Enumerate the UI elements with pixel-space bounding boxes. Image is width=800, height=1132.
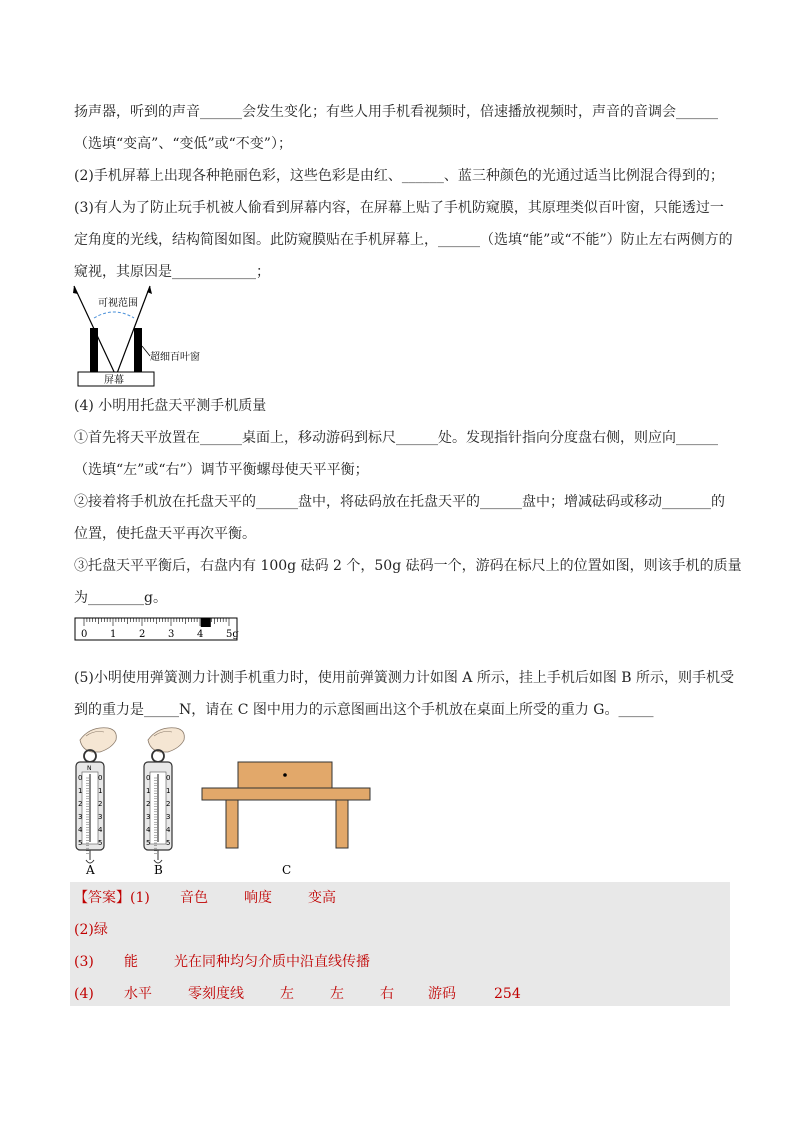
- text-line-13: 为________g。: [74, 590, 167, 606]
- text-line-8: ①首先将天平放置在______桌面上，移动游码到标尺______处。发现指针指向分度盘右侧，则应向______: [74, 430, 718, 446]
- ruler-tick-label: 4: [197, 629, 204, 640]
- text-line-14: (5)小明使用弹簧测力计测手机重力时，使用前弹簧测力计如图 A 所示，挂上手机后如图 B 所示，则手机受: [74, 670, 735, 686]
- scale-number: 3: [166, 813, 171, 821]
- hand-b-icon: [148, 728, 184, 752]
- text-line-1: 扬声器，听到的声音______会发生变化；有些人用手机看视频时，倍速播放视频时，声音的音调会______: [74, 104, 718, 120]
- scale-number: 3: [146, 813, 151, 821]
- balance-ruler-figure: [74, 616, 244, 644]
- answer-row-4: [74, 984, 714, 1004]
- louver-label: 超细百叶窗: [150, 352, 200, 363]
- scale-number: 2: [98, 800, 103, 808]
- scale-number: 5: [166, 839, 171, 847]
- scale-number: 1: [166, 787, 171, 795]
- text-line-3: (2)手机屏幕上出现各种艳丽色彩，这些色彩是由红、______、蓝三种颜色的光通过适当比例混合得到的；: [74, 168, 724, 184]
- screen-label: 屏幕: [104, 375, 124, 386]
- spring-scale-a: [76, 750, 104, 863]
- figure-label-b: B: [154, 863, 163, 877]
- scale-number: 2: [78, 800, 83, 808]
- visible-range-label: 可视范围: [98, 298, 138, 309]
- ruler-tick-label: 1: [110, 629, 117, 640]
- ruler-rider: [201, 618, 211, 627]
- spring-scale-b: [144, 750, 172, 863]
- answer-row-3: [74, 952, 674, 972]
- text-line-5: 定角度的光线，结构简图如图。此防窥膜贴在手机屏幕上，______（选填“能”或“不能”）防止左右两侧方的: [74, 232, 733, 248]
- text-line-12: ③托盘天平平衡后，右盘内有 100g 砝码 2 个，50g 砝码一个，游码在标尺上的位置如图，则该手机的质量: [74, 558, 742, 574]
- answer-item: 光在同种均匀介质中沿直线传播: [174, 954, 370, 970]
- answer-prefix-2: (2)绿: [74, 922, 108, 938]
- ruler-tick-label: 0: [81, 629, 88, 640]
- scale-number: 0: [98, 774, 103, 782]
- scale-number: 5: [146, 839, 151, 847]
- scale-number: 1: [98, 787, 103, 795]
- scale-number: 5: [98, 839, 103, 847]
- answer-item: 音色: [180, 890, 208, 906]
- text-line-6: 窥视，其原因是____________；: [74, 264, 270, 280]
- answer-item: 右: [380, 986, 394, 1002]
- text-line-4: (3)有人为了防止玩手机被人偷看到屏幕内容，在屏幕上贴了手机防窥膜，其原理类似百叶窗，只能透过一: [74, 200, 724, 216]
- scale-number: 2: [166, 800, 171, 808]
- scale-number: 1: [146, 787, 151, 795]
- svg-text:N: N: [87, 765, 92, 772]
- scale-number: 4: [98, 826, 103, 834]
- table-c: [202, 762, 370, 848]
- text-line-10: ②接着将手机放在托盘天平的______盘中，将砝码放在托盘天平的______盘中；增减砝码或移动_______的: [74, 494, 725, 510]
- text-line-9: （选填“左”或“右”）调节平衡螺母使天平平衡；: [74, 462, 369, 478]
- text-line-11: 位置，使托盘天平再次平衡。: [74, 526, 256, 542]
- ruler-tick-label: 3: [168, 629, 175, 640]
- answer-row-2: [74, 920, 674, 940]
- answer-item: 水平: [124, 986, 152, 1002]
- scale-number: 0: [146, 774, 151, 782]
- answer-item: 左: [280, 986, 294, 1002]
- answer-prefix-4: (4): [74, 986, 94, 1002]
- answer-item: 游码: [428, 986, 456, 1002]
- scale-number: 1: [78, 787, 83, 795]
- text-line-15: 到的重力是_____N，请在 C 图中用力的示意图画出这个手机放在桌面上所受的重力 G。_____: [74, 702, 654, 718]
- ruler-tick-label: 2: [139, 629, 146, 640]
- scale-number: 3: [98, 813, 103, 821]
- text-line-7: (4) 小明用托盘天平测手机质量: [74, 398, 267, 414]
- answer-item: 变高: [308, 890, 336, 906]
- scale-number: 3: [78, 813, 83, 821]
- scale-number: 4: [146, 826, 151, 834]
- answer-prefix-1: 【答案】(1): [74, 890, 150, 906]
- text-line-2: （选填“变高”、“变低”或“不变”）；: [74, 136, 292, 152]
- answer-item: 254: [494, 986, 521, 1002]
- figure-label-c: C: [282, 863, 292, 877]
- scale-number: 0: [166, 774, 171, 782]
- figure-label-a: A: [86, 863, 95, 877]
- answer-item: 能: [124, 954, 138, 970]
- scale-number: 2: [146, 800, 151, 808]
- louver-window-figure: [70, 284, 240, 388]
- hand-a-icon: [80, 728, 116, 752]
- scale-number: 0: [78, 774, 83, 782]
- scale-number: 4: [166, 826, 171, 834]
- ruler-tick-label: 5g: [226, 629, 239, 640]
- answer-prefix-3: (3): [74, 954, 94, 970]
- answer-item: 零刻度线: [188, 986, 244, 1002]
- answer-item: 响度: [244, 890, 272, 906]
- scale-number: 4: [78, 826, 83, 834]
- answer-item: 左: [330, 986, 344, 1002]
- spring-scale-figure: [60, 722, 390, 878]
- answer-row-1: [74, 888, 674, 908]
- scale-number: 5: [78, 839, 83, 847]
